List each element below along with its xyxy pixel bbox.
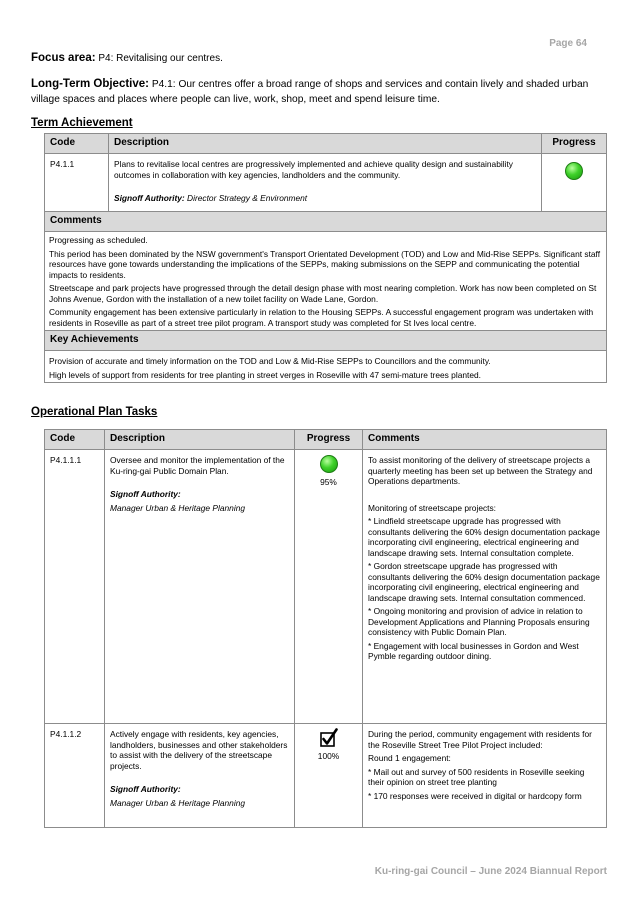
term-achievement-title: Term Achievement: [31, 117, 133, 129]
signoff-value: Director Strategy & Environment: [187, 193, 308, 203]
achievement-item: Provision of accurate and timely information on the TOD and Low & Mid-Rise SEPPs to Councillors and the community.: [49, 356, 491, 366]
signoff-value: Manager Urban & Heritage Planning: [110, 502, 246, 513]
comments-header: Comments: [45, 212, 607, 232]
task-comments-cell: [363, 450, 607, 724]
progress-percent: 100%: [317, 750, 340, 761]
comment-paragraph: * Ongoing monitoring and provision of advice in relation to Development Applications and Planning Proposals ensuring consistency with Public Domain Plan.: [368, 606, 590, 637]
task-description-cell: [105, 724, 295, 828]
comment-paragraph: Monitoring of streetscape projects:: [368, 502, 497, 513]
comment-paragraph: Streetscape and park projects have progressed through the detail design phase with most nearing completion. Work has now been completed on St Johns Avenue, Gordon with the installation of a new toilet facility on Wade Lane, Gordon.: [49, 283, 597, 304]
footer-report-title: Ku-ring-gai Council – June 2024 Biannual Report: [374, 866, 607, 877]
header-progress: Progress: [295, 430, 363, 450]
comment-spacer: [368, 490, 602, 500]
term-progress-cell: [542, 154, 607, 212]
signoff-label: Signoff Authority:: [110, 784, 181, 794]
signoff-value: Manager Urban & Heritage Planning: [110, 797, 246, 808]
comments-body: [45, 232, 607, 331]
long-term-objective: [31, 77, 601, 107]
focus-area-label: Focus area:: [31, 52, 96, 64]
checkbox-checked-icon: [295, 728, 362, 751]
focus-area-value: P4: Revitalising our centres.: [98, 53, 223, 64]
term-description: Plans to revitalise local centres are progressively implemented and achieve quality design and sustainability outcomes in collaboration with key agencies, landholders and the community.: [114, 159, 513, 180]
green-status-icon: [565, 162, 583, 180]
task-progress-cell: [295, 450, 363, 724]
task-description-cell: [105, 450, 295, 724]
progress-percent: 95%: [320, 477, 337, 487]
page-number: Page 64: [549, 38, 587, 49]
task-comments-cell: [363, 724, 607, 828]
task-progress-cell: [295, 724, 363, 828]
task-description: Actively engage with residents, key agencies, landholders, businesses and other stakeholders to assist with the delivery of the streetscape projects.: [110, 729, 288, 771]
comment-paragraph: This period has been dominated by the NSW government's Transport Orientated Development (TOD) and Low and Mid-Rise SEPPs. Significant staff resources have gone towards understanding the implications of the SEPPs, making submissions on the SEPP and communicating the potential impacts to residents.: [49, 248, 601, 280]
term-code: P4.1.1: [45, 154, 109, 212]
operational-tasks-table: [44, 429, 607, 828]
operational-plan-tasks-title: Operational Plan Tasks: [31, 406, 158, 418]
focus-area: [31, 52, 223, 64]
comment-paragraph: * Lindfield streetscape upgrade has progressed with consultants delivering the 60% design documentation package incorporating civil engineering, electrical engineering and landscape drawing sets. Internal consultation complete.: [368, 516, 600, 558]
key-achievements-body: [45, 351, 607, 383]
key-achievements-header: Key Achievements: [45, 331, 607, 351]
task-code: P4.1.1.1: [45, 450, 105, 724]
table-row: [45, 450, 607, 724]
comment-paragraph: * Engagement with local businesses in Gordon and West Pymble regarding outdoor dining.: [368, 640, 579, 661]
comment-paragraph: Community engagement has been extensive particularly in relation to the Housing SEPPs. A successful engagement program was undertaken with residents in Roseville as part of a street tree pilot program. A transport study was completed for St Ives local centre.: [49, 307, 594, 328]
comment-paragraph: * Mail out and survey of 500 residents in Roseville seeking their opinion on street tree planting: [368, 766, 585, 787]
objective-label: Long-Term Objective:: [31, 78, 149, 90]
objective-value: P4.1: Our centres offer a broad range of shops and services and contain lively and shaded urban village spaces and places where people can live, work, shop, meet and spend leisure time.: [31, 79, 589, 105]
table-row: [45, 154, 607, 212]
header-comments: Comments: [363, 430, 607, 450]
task-code: P4.1.1.2: [45, 724, 105, 828]
comment-paragraph: * Gordon streetscape upgrade has progressed with consultants delivering the 60% design documentation package incorporating civil engineering, electrical engineering and landscape drawing sets. Internal consultation commenced.: [368, 561, 600, 603]
header-code: Code: [45, 134, 109, 154]
comment-paragraph: To assist monitoring of the delivery of streetscape projects a quarterly meeting has been set up between the Strategy and Operations departments.: [368, 455, 593, 486]
achievement-item: High levels of support from residents for tree planting in street verges in Roseville with 47 semi-mature trees planted.: [49, 369, 481, 380]
task-description: Oversee and monitor the implementation of the Ku-ring-gai Public Domain Plan.: [110, 455, 285, 476]
table-row: [45, 724, 607, 828]
signoff-label: Signoff Authority:: [114, 193, 185, 203]
comment-paragraph: Progressing as scheduled.: [49, 235, 148, 245]
green-status-icon: [320, 455, 338, 473]
header-progress: Progress: [542, 134, 607, 154]
comment-paragraph: Round 1 engagement:: [368, 753, 451, 763]
term-achievement-table: [44, 133, 607, 383]
comment-paragraph: * 170 responses were received in digital or hardcopy form: [368, 790, 582, 801]
header-description: Description: [105, 430, 295, 450]
header-description: Description: [109, 134, 542, 154]
header-code: Code: [45, 430, 105, 450]
comment-paragraph: During the period, community engagement with residents for the Roseville Street Tree Pilot Project included:: [368, 729, 592, 750]
term-description-cell: [109, 154, 542, 212]
signoff-label: Signoff Authority:: [110, 489, 181, 499]
